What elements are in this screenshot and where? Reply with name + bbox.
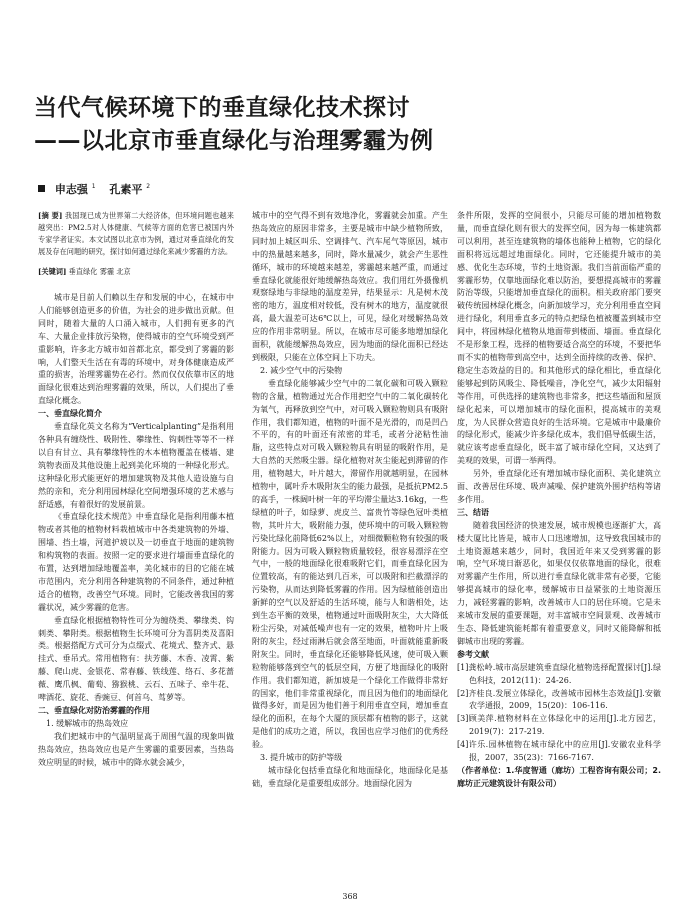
reference-number: [4]	[457, 740, 469, 750]
column-1	[38, 210, 234, 890]
author-bullet-icon	[38, 185, 45, 192]
abstract-text: 我国现已成为世界第二大经济体，但环境问题也越来越突出：PM2.5对人体健康、气候等方面的危害已被国内外专家学者证实。本文试图以北京市为例，通过对垂直绿化的发展及存在问题的研究，探讨如何通过绿化来减少雾霾的方法。	[38, 211, 234, 256]
keywords-text: 垂直绿化 雾霾 北京	[68, 267, 131, 276]
abstract-label: [摘 要]	[38, 211, 63, 220]
author-affiliation-mark: 1	[91, 183, 96, 191]
section-heading: 二、垂直绿化对防治雾霾的作用	[38, 706, 150, 715]
reference-list	[457, 662, 661, 765]
page-number: 368	[342, 892, 358, 901]
section-heading: 三、结语	[457, 507, 489, 517]
column-2	[252, 210, 448, 890]
paragraph: 城市是目前人们赖以生存和发展的中心，在城市中人们能够创造更多的价值，为社会的进步做出贡献。但同时，随着大量的人口涌入城市，人们拥有更多的汽车、大量企业排放污染物，使得城市的空气环境受到严重影响，许多北方城市如首都北京，都受到了雾霾的影响，人们整天生活在有毒的环境中，对身体健康造成严重的损害，治理雾霾势在必行。然而仅仅依靠市区的地面绿化很难达到治理雾霾的效果，所以，人们提出了垂直绿化概念。	[38, 293, 234, 406]
reference-item	[457, 713, 661, 739]
reference-item	[457, 739, 661, 765]
paragraph: 城市中的空气得不到有效地净化，雾霾就会加重。产生热岛效应的原因非常多，主要是城市中缺少植物所致，同时加上城区叫乐、空调排气、汽车尾气等原因，城市中的热量越来越多，同时，降水量减少，就会产生恶性循环，城市的环境越来越差，雾霾越来越严重，而通过垂直绿化就能很好地缓解热岛效应。我们用红外摄像机观察绿地与非绿地的温度差异，结果显示：凡是树木茂密的地方，温度相对较低，没有树木的地方，温度就很高，最大温差可达6℃以上，可见，绿化对缓解热岛效应的作用非常明显。所以，在城市尽可能多地增加绿化面积，就能缓解热岛效应，因为地面的绿化面积已经达到极限，只能在立体空间上下功夫。	[252, 211, 448, 362]
paragraph: 《垂直绿化技术规范》中垂直绿化是指利用藤本植物或者其他的植物材料栽植城市中各类建筑物的外墙、围墙、挡土墙，河道护坡以及一切垂直于地面的建筑物和构筑物的表面。按照一定的要求进行墙面垂直绿化的布置，达到增加绿地覆盖率，美化城市的目的它能在城市范围内，充分利用各种建筑物的不同条件，通过种植适合的植物，改善空气环境。同时，它能改善我国的雾霾状况，减少雾霾的危害。	[38, 512, 234, 612]
references-heading: 参考文献	[457, 649, 489, 659]
title-line-2: ——以北京市垂直绿化与治理雾霾为例	[34, 128, 434, 154]
subsection-heading: 1. 缓解城市的热岛效应	[46, 718, 129, 728]
author-affiliation: （作者单位：1.华度智通（廊坊）工程咨询有限公司；2.廊坊正元建筑设计有限公司）	[457, 765, 661, 788]
author-line	[38, 181, 160, 197]
paragraph: 垂直绿化根据植物特性可分为缠绕类、攀缘类、钩刺类、攀附类。根据植物生长环境可分为喜阴类及喜阳类。根据搭配方式可分为点缀式、花境式、整齐式、悬挂式、垂吊式。常用植物有：扶芳藤、木香、凌霄、紫藤、爬山虎、金银花、常春藤、铁线莲、络石、多花蔷薇、鹰爪枫、葡萄、猕猴桃、云石、五味子、牵牛花、啤酒花、旋花、香豌豆、何首乌、茑萝等。	[38, 615, 234, 703]
reference-text: 齐桂良.发展立体绿化，改善城市园林生态效益[J].安徽农学通报，2009，15(20)：106-116.	[468, 688, 661, 711]
section-heading: 一、垂直绿化简介	[38, 409, 102, 419]
reference-number: [3]	[457, 714, 469, 724]
reference-item	[457, 662, 661, 688]
title-line-1: 当代气候环境下的垂直绿化技术探讨	[34, 95, 410, 121]
paragraph: 随着我国经济的快速发展，城市规模也逐渐扩大，高楼大厦比比皆是，城市人口迅速增加，这导致我国城市的土地资源越来越少，同时，我国近年来又受到雾霾的影响，空气环境日渐恶化，如果仅仅依靠地面的绿化，很难对雾霾产生作用，所以进行垂直绿化就非常有必要，它能够提高城市的绿化率，缓解城市日益紧张的土地资源压力，减轻雾霾的影响，改善城市人口的居住环境。它是未来城市发展的重要课题，对丰富城市空间景观、改善城市生态、降低建筑能耗都有着重要意义，同时又能降解和抵御城市出现的雾霾。	[457, 520, 661, 646]
paper-title	[34, 92, 674, 158]
reference-number: [2]	[457, 688, 469, 698]
reference-text: 龚松岭.城市高层建筑垂直绿化植物选择配置探讨[J].绿色科技，2012(11)：24-26.	[468, 662, 661, 685]
reference-number: [1]	[457, 662, 469, 672]
paragraph: 垂直绿化能够减少空气中的二氧化碳和可吸入颗粒物的含量，植物通过光合作用把空气中的二氧化碳转化为氧气，再释放到空气中，对可吸入颗粒物则具有吸附作用，我们都知道，植物的叶面不是光滑的，而是凹凸不平的，有的叶面还有浓密的茸毛，或者分泌粘性油脂，这些特点对可吸入颗粒物具有明显的吸附作用，是大自然的天然吸尘器。绿化植物对灰尘能起到滞留的作用，植物越大，叶片越大，滞留作用就越明显，在园林植物中，属叶乔木吸附灰尘的能力最强，是抵抗PM2.5的高手，一株阔叶树一年的平均滞尘量达3.16kg，一些绿植的叶子，如绿萝、虎皮兰、富贵竹等绿色冠叶类植物，其叶片大，吸附能力强，使环境中的可吸入颗粒物污染比绿化前降低62%以上，对细微颗粒物有较强的吸附能力。因为可吸入颗粒物质量较轻，很容易漂浮在空气中，一般的地面绿化很难吸附它们，而垂直绿化因为位置较高，有的能达到几百米，可以吸附和拦截漂浮的污染物，从而达到降低雾霾的作用。因为绿植能创造出新鲜的空气以及舒适的生活环境，能与人和谐相处，达到生态平衡的效果，植物通过叶面吸附灰尘，大大降低粉尘污染，对减低噪声也有一定的效果，植物叶片上吸附的灰尘，经过雨淋后就会落至地面，叶面就能重新吸附灰尘。同时，垂直绿化还能够降低风速，使可吸入颗粒物能够落到空气的低层空间，方便了地面绿化的吸附作用。我们都知道，新加坡是一个绿化工作做得非常好的国家，他们非常重视绿化，而且因为他们的地面绿化做得多好，而是因为他们善于利用垂直空间，增加垂直绿化的面积，在每个大厦的顶层都有植物的影子，这就是他们的成功之道，所以，我国也应学习他们的优秀经验。	[252, 378, 448, 750]
author-affiliation-mark: 2	[146, 183, 151, 191]
paragraph: 垂直绿化英文名称为“Verticalplanting”是指利用各种具有缠绕性、吸附性、攀缘性、钩刺性等等不一样以自有甘立、具有攀缘特性的木本植物覆盖在楼墙、建筑物表面及其他设施上起到美化环境的一种绿化形式。这种绿化形式能更好的增加建筑物及其他人造设施与自然的亲和，充分利用园林绿化空间增强环境的艺术感与舒适感，有着很好的发展前景。	[38, 422, 234, 509]
reference-text: 许乐.园林植物在城市绿化中的应用[J].安徽农业科学报，2007，35(23)：7166-7167.	[468, 740, 661, 763]
abstract	[38, 210, 234, 258]
author-name: 孔素平	[109, 183, 143, 196]
keywords	[38, 266, 234, 278]
column-3	[457, 210, 661, 890]
paragraph: 我们把城市中的气温明显高于周围气温的现象叫做热岛效应，热岛效应也是产生雾霾的重要因素，当热岛效应明显的时候，城市中的降水就会减少，	[38, 731, 234, 767]
paragraph: 另外，垂直绿化还有增加城市绿化面积、美化建筑立面、改善居住环境、吸声减噪、保护建筑外围护结构等诸多作用。	[457, 469, 661, 504]
paragraph: 条件所限，发挥的空间很小，只能尽可能的增加植物数量，而垂直绿化则有很大的发挥空间，因为每一栋建筑都可以利用，甚至连建筑物的墙体也能种上植物，它的绿化面积将远远超过地面绿化。同时，它还能提升城市的美感、优化生态环境，节约土地资源。我们当前面临严重的雾霾形势，仅靠地面绿化难以防治，要想提高城市的雾霾防治等级，只能增加垂直绿化的面积。相关政府部门要突破传统园林绿化概念，向新加坡学习，充分利用垂直空间进行绿化，利用垂直多元的特点把绿色植被覆盖到城市空间中，将园林绿化植物从地面带到楼面、墙面。垂直绿化不是形象工程，选择的植物要适合高空的环境，不要把华而不实的植物带到高空中，达到全面持续的改善、保护、稳定生态效益的目的。和其他形式的绿化相比，垂直绿化能够起到防风吸尘、降低噪音，净化空气，减少太阳辐射等作用，可供选择的建筑物也非常多，把这些墙面和屋顶绿化起来，可以增加城市的绿化面积，提高城市的美观度，为人民群众营造良好的生活环境。它是城市中最廉价的绿化形式，能减少许多绿化成本，我们倡导低碳生活，就应该考虑垂直绿化，既丰富了城市绿化空间，又达到了美观的效果，可谓一举两得。	[457, 211, 661, 466]
author-name: 申志强	[54, 183, 88, 196]
subsection-heading: 3. 提升城市的防护等级	[260, 753, 343, 763]
keywords-label: [关键词]	[38, 267, 67, 276]
subsection-heading: 2. 减少空气中的污染物	[260, 365, 343, 375]
paragraph: 城市绿化包括垂直绿化和地面绿化，地面绿化是基础，垂直绿化是重要组成部分。地面绿化因为	[252, 765, 448, 788]
reference-item	[457, 688, 661, 714]
reference-text: 顾美萍.植物材料在立体绿化中的运用[J].北方园艺，2019(7)：217-219.	[468, 714, 661, 737]
